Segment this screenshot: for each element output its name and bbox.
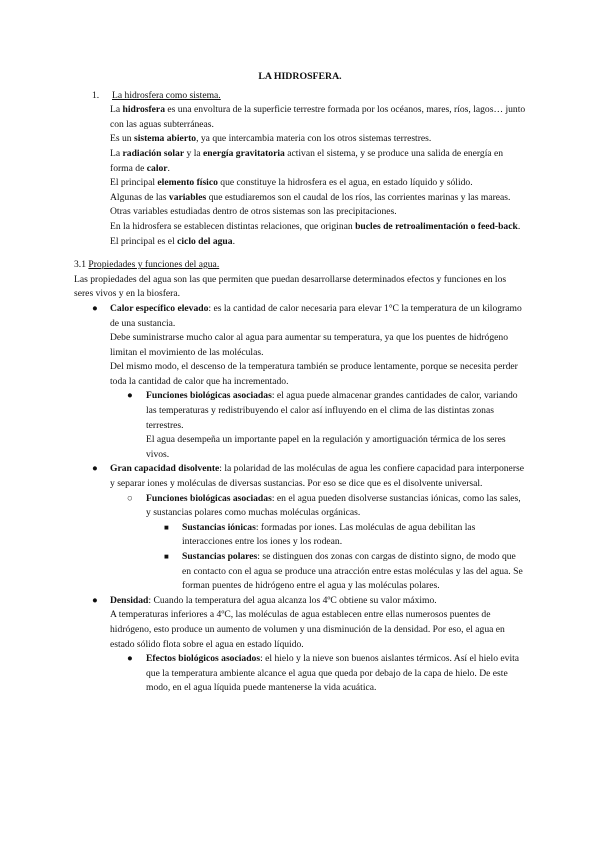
paragraph: Del mismo modo, el descenso de la temperatura también se produce lentamente, porque se necesita perder toda la cantidad de calor que ha incrementado. [110,361,518,387]
bold-term: hidrosfera [122,104,165,116]
paragraph: Debe suministrarse mucho calor al agua para aumentar su temperatura, ya que los puentes de hidrógeno limitan el movimiento de las moléculas. [110,332,508,358]
section-3-1-heading [74,258,526,273]
list-item-densidad [74,594,526,652]
bullet-icon: ● [127,653,133,665]
sub-item-funciones-calor [74,389,526,462]
bold-term: ciclo del agua [177,235,233,247]
bullet-icon: ● [92,463,98,475]
subsub-item-polares [74,550,526,594]
bold-term: elemento físico [157,177,218,189]
sub-item-efectos-densidad [74,652,526,696]
paragraph: El principal elemento físico que constituye la hidrosfera es el agua, en estado líquido y sólido. [110,177,473,189]
bold-term: Sustancias polares [182,551,258,562]
bold-term: Gran capacidad disolvente [110,463,220,475]
section-3-1-intro: Las propiedades del agua son las que permiten que puedan desarrollarse determinados efectos y funciones en los seres vivos y en la biosfera. [74,273,507,300]
section-3-1 [74,258,526,696]
bold-term: Funciones biológicas asociadas [146,390,272,402]
bullet-icon: ● [92,302,98,314]
paragraph: Efectos biológicos asociados: el hielo y la nieve son buenos aislantes térmicos. Así el hielo evita que la temperatura ambiente alcance el agua que queda por debajo de la capa de hielo. De este modo, en el agua líquida puede mantenerse la vida acuática. [146,653,520,694]
bold-term: calor [146,162,168,174]
paragraph: Sustancias polares: se distinguen dos zonas con cargas de distinto signo, de modo que en contacto con el agua se produce una atracción entre estas moléculas y las del agua. Se forman puentes de hidrógeno entre el agua y las moléculas polares. [182,551,523,592]
bullet-icon: ● [127,390,133,402]
bold-term: energía gravitatoria [203,147,285,159]
section-1-body [110,103,526,249]
square-bullet-icon: ■ [164,522,169,532]
subsub-item-ionicas [74,521,526,550]
paragraph: Funciones biológicas asociadas: el agua puede almacenar grandes cantidades de calor, variando las temperaturas y redistribuyendo el calor así influyendo en el clima de las distintas zonas terrestres. [146,390,518,431]
bold-term: Calor específico elevado [110,302,209,314]
section-3-1-title: Propiedades y funciones del agua. [88,259,220,271]
circle-bullet-icon: ○ [127,492,133,504]
bullet-icon: ● [92,594,98,606]
document-title: LA HIDROSFERA. [258,71,342,82]
square-bullet-icon: ■ [164,552,169,561]
paragraph: La hidrosfera es una envoltura de la superficie terrestre formada por los océanos, mares, ríos, lagos… junto con las aguas subterráneas. [110,104,526,130]
paragraph: La radiación solar y la energía gravitatoria activan el sistema, y se produce una salida de energía en forma de calor. [110,147,504,174]
bold-term: Sustancias iónicas [182,521,256,533]
bold-term: Densidad [110,594,149,606]
paragraph: Gran capacidad disolvente: la polaridad de las moléculas de agua les confiere capacidad para interponerse y separar iones y moléculas de diversas sustancias. Por eso se dice que es el disolvente universal. [110,463,525,490]
bold-term: Funciones biológicas asociadas [146,492,272,504]
paragraph: Calor específico elevado: es la cantidad de calor necesaria para elevar 1°C la temperatura de un kilogramo de una sustancia. [110,302,522,329]
paragraph: El agua desempeña un importante papel en la regulación y amortiguación térmica de los seres vivos. [146,434,506,460]
bold-term: variables [168,191,207,203]
paragraph: Densidad: Cuando la temperatura del agua alcanza los 4ºC obtiene su valor máximo. [110,594,437,606]
section-1-title: La hidrosfera como sistema. [112,89,221,101]
section-1-number: 1. [92,89,100,101]
paragraph: Algunas de las variables que estudiaremos son el caudal de los ríos, las corrientes marinas y las mareas. Otras variables estudiadas dentro de otros sistemas son las precipitaciones. [110,191,511,218]
list-item-calor-especifico [74,302,526,390]
paragraph: A temperaturas inferiores a 4ºC, las moléculas de agua establecen entre ellas numerosos puentes de hidrógeno, esto produce un aumento de volumen y una disminución de la densidad. Por eso, el agua en estado sólido flota sobre el agua en estado líquido. [110,609,505,650]
bold-term: bucles de retroalimentación o feed-back [355,220,518,232]
property-list [74,302,526,696]
section-1-heading [92,89,526,104]
bold-term: Efectos biológicos asociados [146,653,261,665]
sub-item-funciones-disolvente [74,492,526,521]
paragraph: Es un sistema abierto, ya que intercambia materia con los otros sistemas terrestres. [110,133,432,145]
section-3-1-number: 3.1 [74,259,86,271]
bold-term: radiación solar [122,147,185,159]
paragraph: Funciones biológicas asociadas: en el agua pueden disolverse sustancias iónicas, como las sales, y sustancias polares como muchas moléculas orgánicas. [146,492,521,519]
paragraph: Sustancias iónicas: formadas por iones. Las moléculas de agua debilitan las interacciones entre los iones y los rodean. [182,521,476,548]
list-item-capacidad-disolvente [74,462,526,491]
bold-term: sistema abierto [133,133,197,145]
paragraph: En la hidrosfera se establecen distintas relaciones, que originan bucles de retroalimentación o feed-back. El principal es el ciclo del agua. [110,220,521,247]
